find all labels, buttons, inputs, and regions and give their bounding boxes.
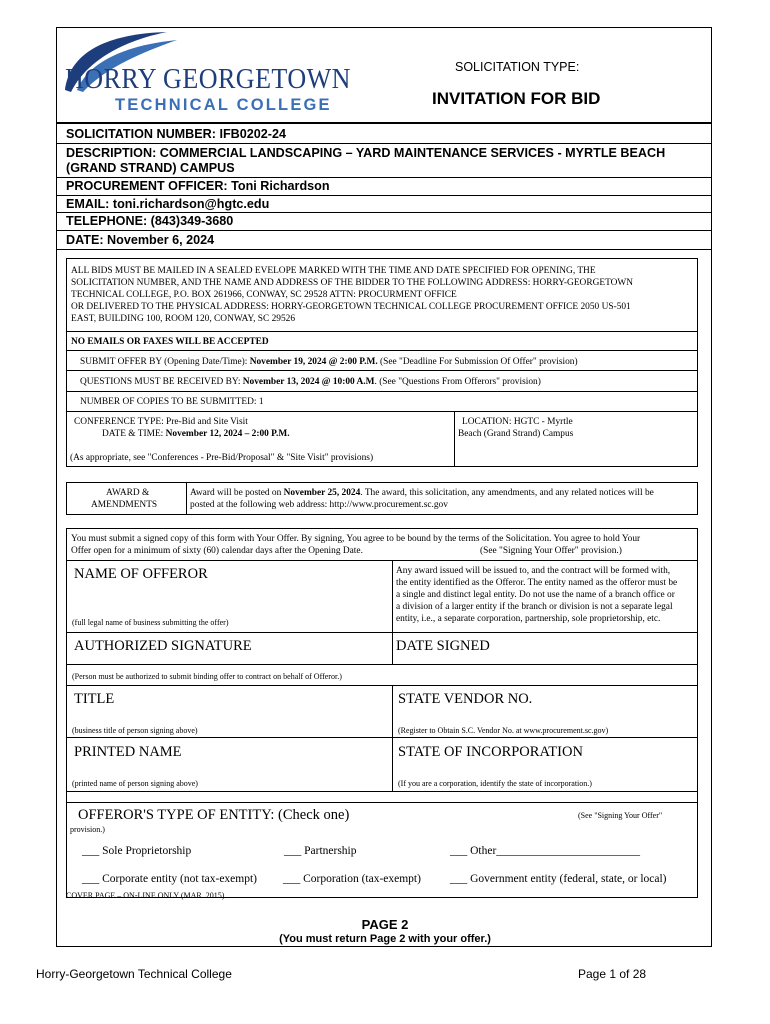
conference-note: (As appropriate, see "Conferences - Pre-Bid/Proposal" & "Site Visit" provisions) xyxy=(70,453,374,463)
award-note-line3: a single and distinct legal entity. Do not use the name of a branch office or xyxy=(396,590,675,600)
divider xyxy=(56,230,712,231)
award-note-line5: entity, i.e., a separate corporation, partnership, sole proprietorship, etc. xyxy=(396,614,661,624)
solicitation-type-label: SOLICITATION TYPE: xyxy=(455,60,580,74)
divider xyxy=(66,664,698,665)
divider xyxy=(186,482,187,515)
divider xyxy=(56,177,712,178)
entity-see-note: (See "Signing Your Offer" xyxy=(578,811,663,820)
divider xyxy=(56,195,712,196)
award-label-line2: AMENDMENTS xyxy=(91,500,158,510)
award-date: November 25, 2024 xyxy=(283,488,361,498)
mailing-line5: EAST, BUILDING 100, ROOM 120, CONWAY, SC 29526 xyxy=(71,314,296,324)
page-label: PAGE 2 xyxy=(361,917,409,932)
signing-line1: You must submit a signed copy of this form with Your Offer. By signing, You agree to be bound by the terms of the Solicitation. You agree to hold Your xyxy=(71,534,641,544)
award-label-line1: AWARD & xyxy=(106,488,150,498)
questions-value: November 13, 2024 @ 10:00 A.M xyxy=(242,377,375,387)
footer-college: Horry-Georgetown Technical College xyxy=(36,967,232,981)
email: EMAIL: toni.richardson@hgtc.edu xyxy=(66,197,270,211)
printed-name-label: PRINTED NAME xyxy=(74,744,182,760)
date: DATE: November 6, 2024 xyxy=(66,233,215,247)
state-vendor-no-hint: (Register to Obtain S.C. Vendor No. at www.procurement.sc.gov) xyxy=(398,726,609,735)
divider xyxy=(56,143,712,144)
questions-label: QUESTIONS MUST BE RECEIVED BY: xyxy=(80,377,243,387)
number-of-copies: NUMBER OF COPIES TO BE SUBMITTED: 1 xyxy=(80,397,264,407)
footer-page-number: Page 1 of 28 xyxy=(578,967,647,981)
award-text-line1 xyxy=(190,487,654,500)
procurement-officer: PROCUREMENT OFFICER: Toni Richardson xyxy=(66,179,330,193)
name-of-offeror-label: NAME OF OFFEROR xyxy=(74,566,208,582)
title-label: TITLE xyxy=(74,691,115,707)
award-note-line1: Any award issued will be issued to, and the contract will be formed with, xyxy=(396,566,671,576)
divider xyxy=(66,560,698,561)
divider xyxy=(66,370,698,371)
questions-deadline xyxy=(80,376,541,389)
award-text-post: . The award, this solicitation, any amendments, and any related notices will be xyxy=(360,488,654,498)
conference-datetime xyxy=(102,428,290,441)
entity-provision: provision.) xyxy=(70,825,105,834)
printed-name-hint: (printed name of person signing above) xyxy=(72,779,198,788)
state-of-incorporation-hint: (If you are a corporation, identify the state of incorporation.) xyxy=(398,779,592,788)
submit-offer-by xyxy=(80,356,578,369)
entity-other[interactable]: ___ Other_________________________ xyxy=(450,845,641,857)
divider xyxy=(66,632,698,633)
state-vendor-no-label: STATE VENDOR NO. xyxy=(398,691,533,707)
authorized-signature-label: AUTHORIZED SIGNATURE xyxy=(74,638,252,654)
entity-government[interactable]: ___ Government entity (federal, state, or local) xyxy=(450,873,667,885)
submit-value: November 19, 2024 @ 2:00 P.M. xyxy=(249,357,378,367)
logo-name-line2: TECHNICAL COLLEGE xyxy=(115,96,332,114)
mailing-line3: TECHNICAL COLLEGE, P.O. BOX 261966, CONWAY, SC 29528 ATTN: PROCURMENT OFFICE xyxy=(71,290,457,300)
signing-line2b: (See "Signing Your Offer" provision.) xyxy=(480,546,622,556)
submit-label: SUBMIT OFFER BY (Opening Date/Time): xyxy=(80,357,250,367)
divider xyxy=(66,685,698,686)
divider xyxy=(454,411,455,467)
divider xyxy=(56,249,712,250)
award-note-line2: the entity identified as the Offeror. The entity named as the offeror must be xyxy=(396,578,678,588)
logo-name-line1: HORRY GEORGETOWN xyxy=(65,64,351,95)
conference-type: CONFERENCE TYPE: Pre-Bid and Site Visit xyxy=(74,417,248,427)
entity-type-label: OFFEROR'S TYPE OF ENTITY: (Check one) xyxy=(78,807,350,823)
divider xyxy=(66,391,698,392)
entity-sole-proprietorship[interactable]: ___ Sole Proprietorship xyxy=(82,845,192,857)
divider xyxy=(56,212,712,213)
mailing-line2: SOLICITATION NUMBER, AND THE NAME AND ADDRESS OF THE BIDDER TO THE FOLLOWING ADDRESS: HORRY-GEORGETOWN xyxy=(71,278,634,288)
title-hint: (business title of person signing above) xyxy=(72,726,198,735)
cover-page-note: COVER PAGE – ON-LINE ONLY (MAR. 2015) xyxy=(66,891,225,900)
name-of-offeror-hint: (full legal name of business submitting the offer) xyxy=(72,618,229,627)
signing-line2a: Offer open for a minimum of sixty (60) calendar days after the Opening Date. xyxy=(71,546,363,556)
entity-corporate-not-tax-exempt[interactable]: ___ Corporate entity (not tax-exempt) xyxy=(82,873,258,885)
description-line2: (GRAND STRAND) CAMPUS xyxy=(66,161,235,175)
divider xyxy=(392,737,393,791)
page-note: (You must return Page 2 with your offer.) xyxy=(279,933,491,945)
entity-partnership[interactable]: ___ Partnership xyxy=(284,845,357,857)
divider xyxy=(66,331,698,332)
divider xyxy=(56,122,712,124)
divider xyxy=(392,560,393,632)
date-signed-label: DATE SIGNED xyxy=(396,638,490,654)
divider xyxy=(66,791,698,792)
submit-note: (See "Deadline For Submission Of Offer" provision) xyxy=(377,357,578,367)
entity-corporation-tax-exempt[interactable]: ___ Corporation (tax-exempt) xyxy=(283,873,421,885)
description-line1: DESCRIPTION: COMMERCIAL LANDSCAPING – YARD MAINTENANCE SERVICES - MYRTLE BEACH xyxy=(66,146,666,160)
college-logo xyxy=(57,28,351,120)
divider xyxy=(66,411,698,412)
state-of-incorporation-label: STATE OF INCORPORATION xyxy=(398,744,583,760)
divider xyxy=(66,737,698,738)
conference-datetime-value: November 12, 2024 – 2:00 P.M. xyxy=(165,429,290,439)
divider xyxy=(66,350,698,351)
solicitation-number: SOLICITATION NUMBER: IFB0202-24 xyxy=(66,127,286,141)
award-text-pre: Award will be posted on xyxy=(190,488,284,498)
award-text-line2: posted at the following web address: http://www.procurement.sc.gov xyxy=(190,500,448,510)
divider xyxy=(392,685,393,737)
questions-note: . (See "Questions From Offerors" provision) xyxy=(374,377,541,387)
divider xyxy=(392,632,393,664)
conference-location-line1: LOCATION: HGTC - Myrtle xyxy=(462,417,573,427)
no-emails-notice: NO EMAILS OR FAXES WILL BE ACCEPTED xyxy=(71,337,269,347)
solicitation-type-value: INVITATION FOR BID xyxy=(432,89,601,108)
mailing-line1: ALL BIDS MUST BE MAILED IN A SEALED EVELOPE MARKED WITH THE TIME AND DATE SPECIFIED FOR OPENING, THE xyxy=(71,266,596,276)
telephone: TELEPHONE: (843)349-3680 xyxy=(66,214,234,228)
conference-datetime-label: DATE & TIME: xyxy=(102,429,166,439)
award-note-line4: a division of a larger entity if the branch or division is not a separate legal xyxy=(396,602,673,612)
authorized-signature-hint: (Person must be authorized to submit binding offer to contract on behalf of Offeror.) xyxy=(72,672,342,681)
conference-location-line2: Beach (Grand Strand) Campus xyxy=(458,429,574,439)
mailing-line4: OR DELIVERED TO THE PHYSICAL ADDRESS: HORRY-GEORGETOWN TECHNICAL COLLEGE PROCUREMENT OFFICE 2050 US-501 xyxy=(71,302,631,312)
